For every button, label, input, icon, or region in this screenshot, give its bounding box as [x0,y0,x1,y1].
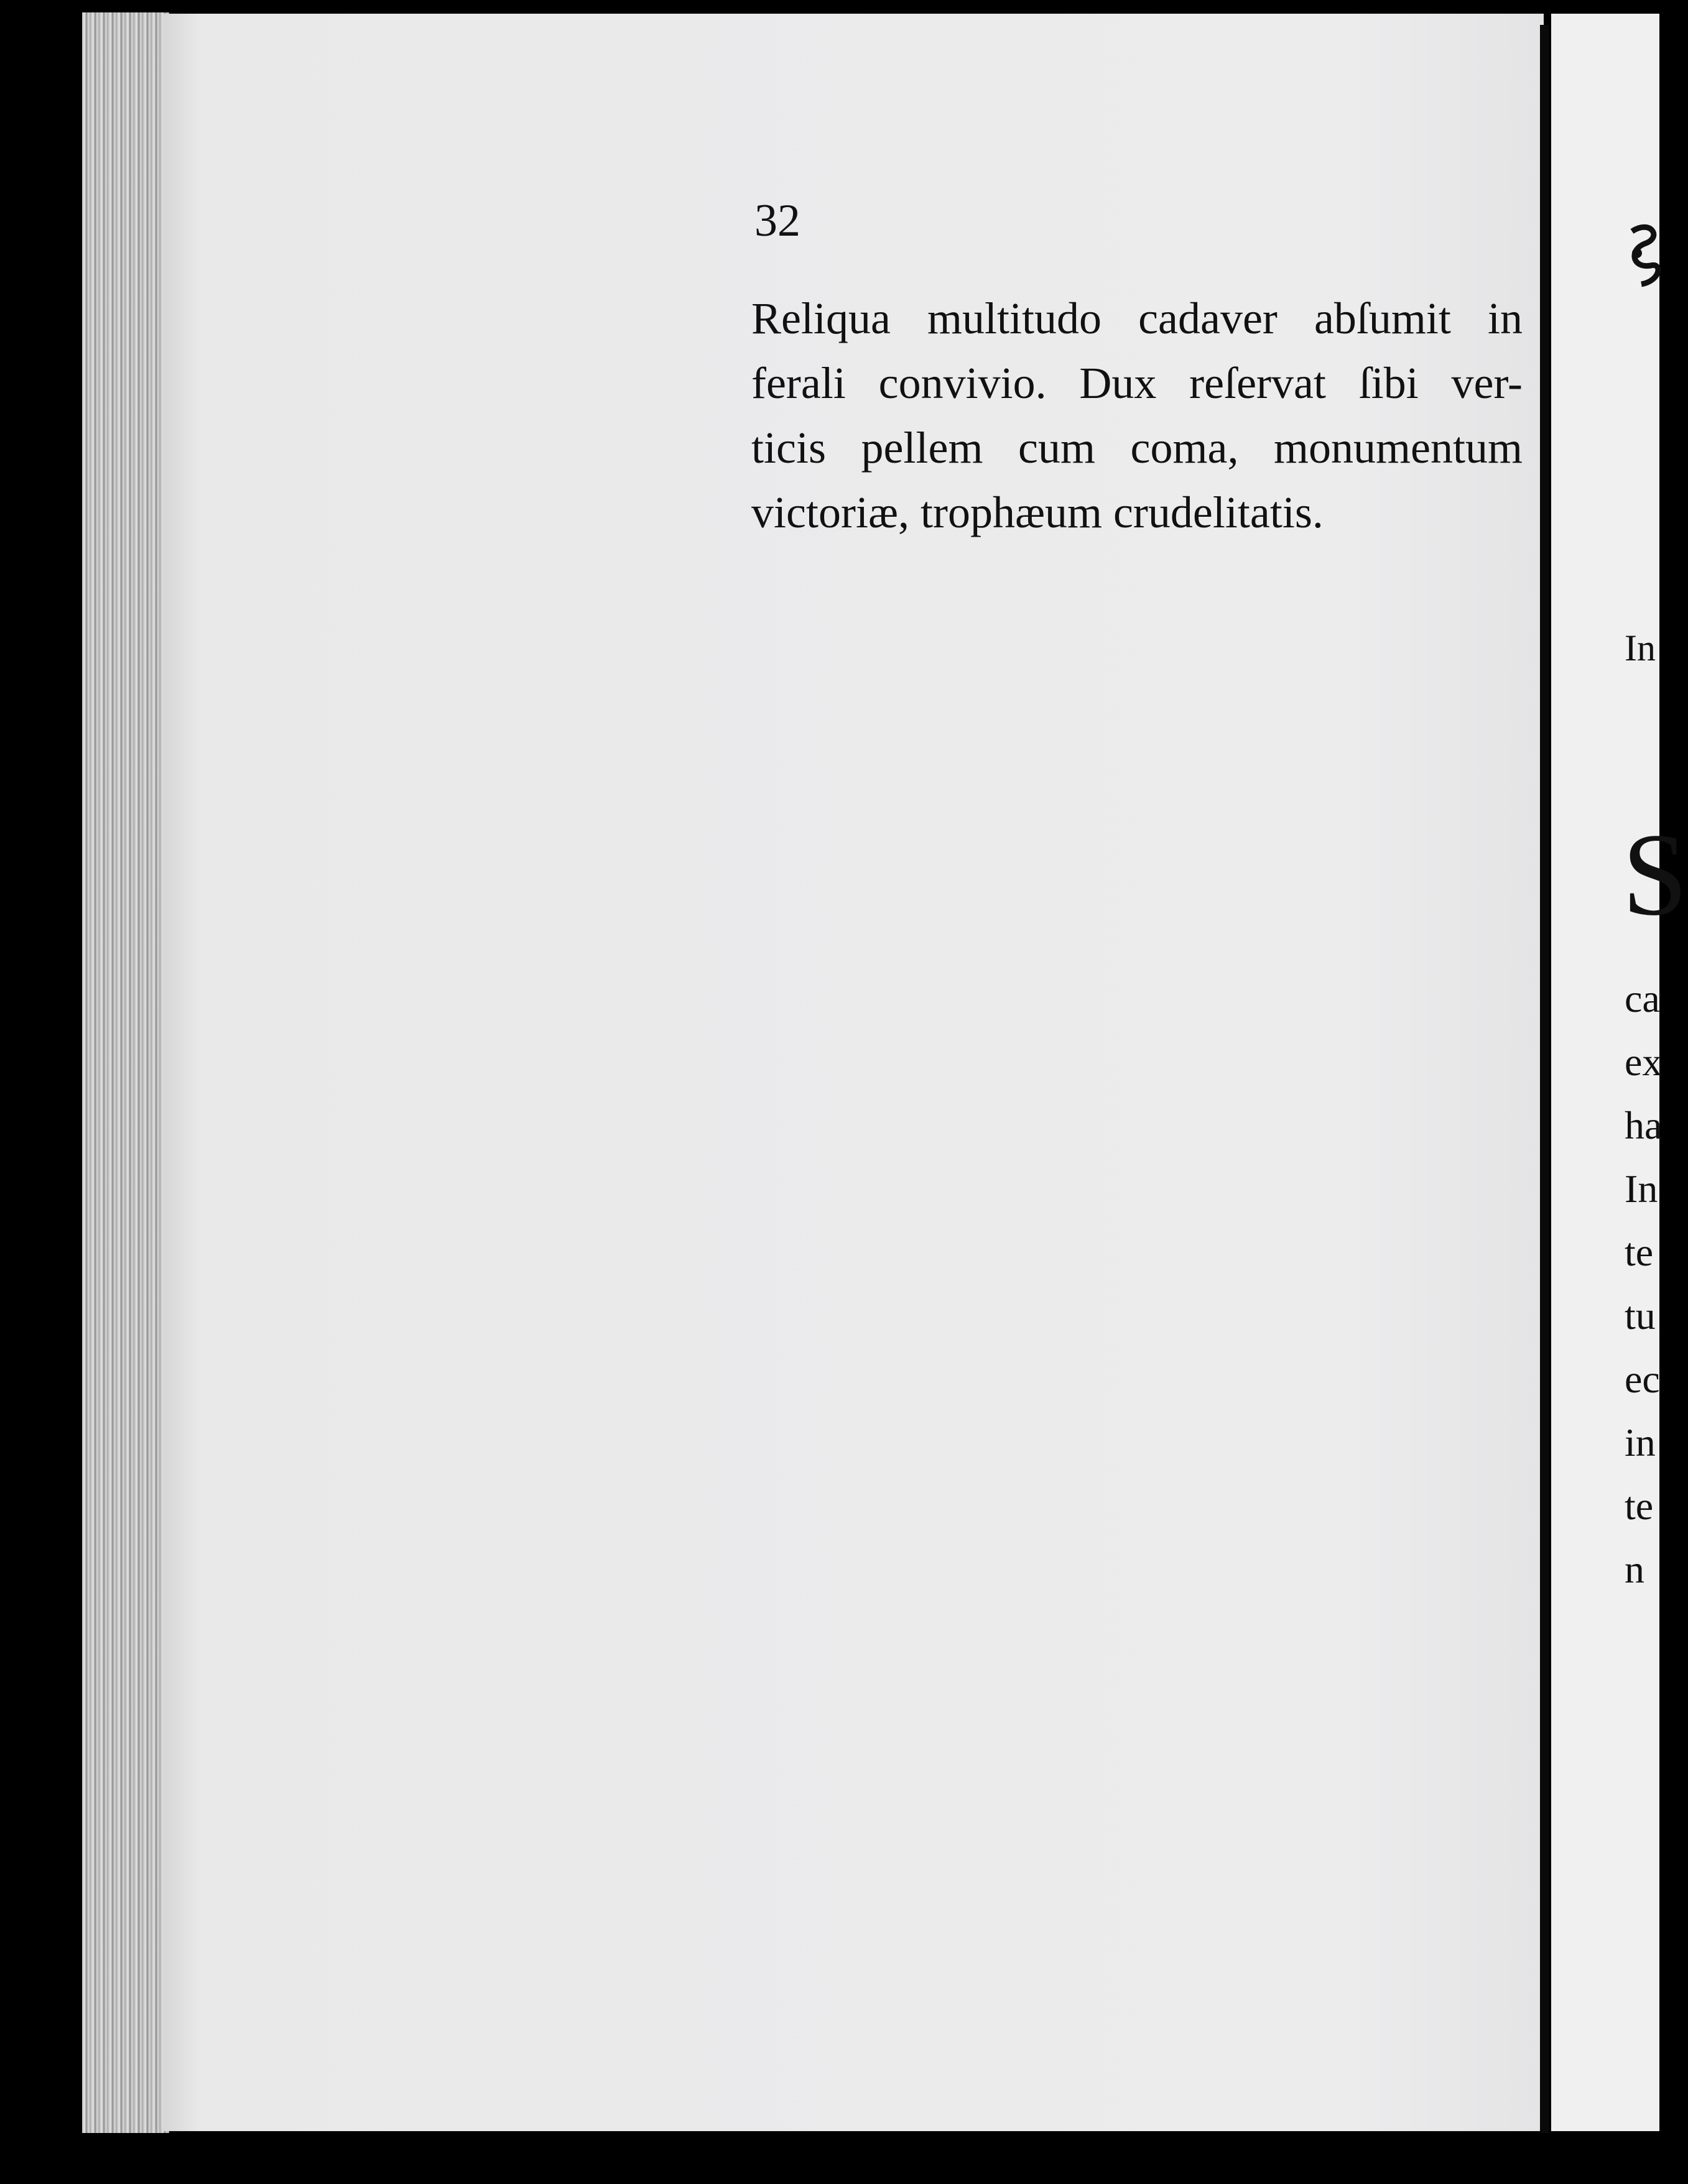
text-line-fragment: tu [1625,1293,1656,1338]
text-line-fragment: in [1625,1420,1656,1464]
drop-cap-fragment: S [1622,810,1688,940]
gutter [1540,25,1549,2133]
body-line: victoriæ, trophæum crudelitatis. [751,488,1324,537]
body-paragraph [751,286,1523,545]
text-line-fragment: te [1625,1484,1654,1528]
body-line: ferali convivio. Dux reſervat ſibi ver- [751,358,1523,408]
body-line: Reliqua multitudo cadaver abſumit in [751,294,1523,343]
body-line: ticis pellem cum coma, monumentum [751,423,1523,473]
right-page [1551,14,1688,2131]
text-line-fragment: ca [1625,976,1660,1020]
page-edges [82,12,169,2133]
text-line-fragment: te [1625,1230,1654,1274]
page-number: 32 [754,195,800,246]
text-line-fragment: ec [1625,1357,1660,1401]
text-line-fragment: ex [1625,1040,1662,1084]
text-line-fragment: ha [1625,1103,1662,1147]
heading-fragment: In [1625,627,1656,669]
text-line-fragment: n [1625,1547,1644,1591]
ornament-icon [1626,219,1663,287]
text-line-fragment: In [1625,1167,1658,1211]
